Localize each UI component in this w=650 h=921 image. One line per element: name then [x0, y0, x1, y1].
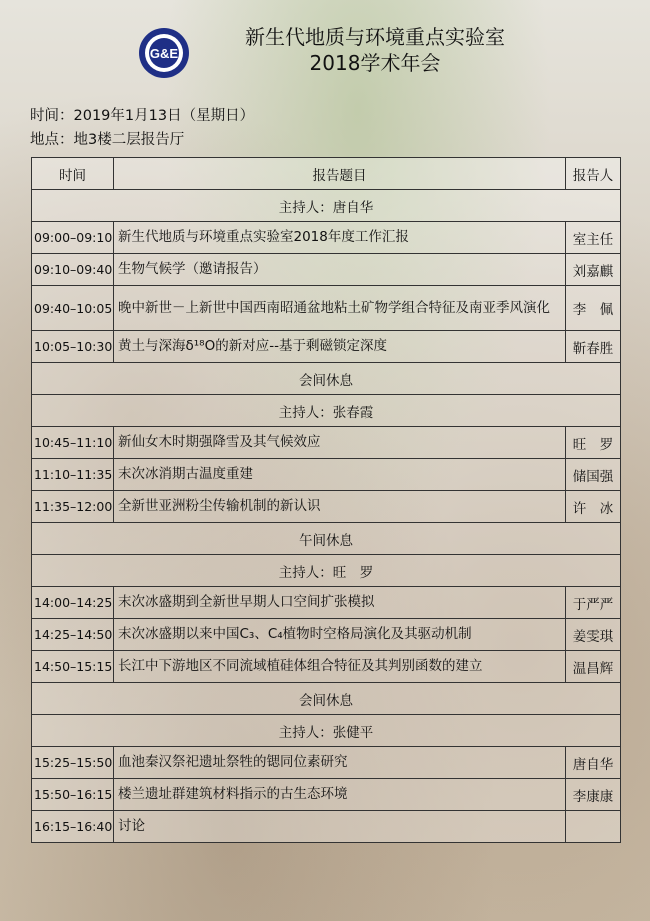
session-label: 主持人：张春霞: [32, 395, 621, 427]
talk-row: [32, 459, 621, 491]
logo-text: G&E: [149, 46, 179, 61]
title-line-2: 2018学术年会: [309, 51, 441, 75]
talk-speaker: 李 佩: [566, 286, 621, 331]
talk-row: [32, 779, 621, 811]
title-line-1: 新生代地质与环境重点实验室: [245, 25, 505, 49]
talk-topic: 黄土与深海δ¹⁸O的新对应--基于剩磁锁定深度: [114, 331, 566, 363]
talk-speaker: 室主任: [566, 222, 621, 254]
event-time: 时间：2019年1月13日（星期日）: [30, 108, 255, 124]
session-row: [32, 190, 621, 222]
header-time: 时间: [32, 158, 114, 190]
session-label: 会间休息: [32, 683, 621, 715]
session-row: [32, 683, 621, 715]
talk-speaker: 刘嘉麒: [566, 254, 621, 286]
talk-row: [32, 651, 621, 683]
talk-topic: 讨论: [114, 811, 566, 843]
header-speaker: 报告人: [566, 158, 621, 190]
talk-time: 10:05–10:30: [32, 331, 114, 363]
session-row: [32, 715, 621, 747]
talk-speaker: [566, 811, 621, 843]
talk-topic: 末次冰消期古温度重建: [114, 459, 566, 491]
talk-row: [32, 286, 621, 331]
session-label: 主持人：旺 罗: [32, 555, 621, 587]
talk-row: [32, 747, 621, 779]
session-row: [32, 523, 621, 555]
talk-speaker: 李康康: [566, 779, 621, 811]
talk-time: 11:35–12:00: [32, 491, 114, 523]
talk-time: 10:45–11:10: [32, 427, 114, 459]
talk-speaker: 许 冰: [566, 491, 621, 523]
talk-time: 09:40–10:05: [32, 286, 114, 331]
talk-speaker: 温昌辉: [566, 651, 621, 683]
header: [0, 18, 650, 88]
talk-time: 09:00–09:10: [32, 222, 114, 254]
session-row: [32, 363, 621, 395]
talk-speaker: 储国强: [566, 459, 621, 491]
session-row: [32, 395, 621, 427]
talk-speaker: 姜雯琪: [566, 619, 621, 651]
page-title: [205, 24, 545, 76]
talk-topic: 血池秦汉祭祀遗址祭牲的锶同位素研究: [114, 747, 566, 779]
talk-speaker: 于严严: [566, 587, 621, 619]
talk-topic: 新生代地质与环境重点实验室2018年度工作汇报: [114, 222, 566, 254]
talk-topic: 末次冰盛期以来中国C₃、C₄植物时空格局演化及其驱动机制: [114, 619, 566, 651]
schedule-table: [31, 157, 621, 843]
talk-topic: 全新世亚洲粉尘传输机制的新认识: [114, 491, 566, 523]
session-label: 会间休息: [32, 363, 621, 395]
talk-topic: 晚中新世－上新世中国西南昭通盆地粘土矿物学组合特征及南亚季风演化: [114, 286, 566, 331]
talk-speaker: 唐自华: [566, 747, 621, 779]
session-label: 主持人：唐自华: [32, 190, 621, 222]
table-header-row: [32, 158, 621, 190]
talk-topic: 生物气候学（邀请报告）: [114, 254, 566, 286]
talk-row: [32, 619, 621, 651]
talk-row: [32, 222, 621, 254]
talk-topic: 长江中下游地区不同流域植硅体组合特征及其判别函数的建立: [114, 651, 566, 683]
talk-row: [32, 491, 621, 523]
talk-row: [32, 427, 621, 459]
talk-topic: 楼兰遗址群建筑材料指示的古生态环境: [114, 779, 566, 811]
talk-time: 16:15–16:40: [32, 811, 114, 843]
talk-time: 11:10–11:35: [32, 459, 114, 491]
talk-time: 14:50–15:15: [32, 651, 114, 683]
header-topic: 报告题目: [114, 158, 566, 190]
talk-row: [32, 811, 621, 843]
session-row: [32, 555, 621, 587]
session-label: 午间休息: [32, 523, 621, 555]
talk-time: 14:25–14:50: [32, 619, 114, 651]
lab-logo: [138, 27, 190, 79]
talk-time: 09:10–09:40: [32, 254, 114, 286]
talk-time: 15:50–16:15: [32, 779, 114, 811]
talk-row: [32, 587, 621, 619]
session-label: 主持人：张健平: [32, 715, 621, 747]
talk-time: 14:00–14:25: [32, 587, 114, 619]
talk-topic: 末次冰盛期到全新世早期人口空间扩张模拟: [114, 587, 566, 619]
talk-speaker: 旺 罗: [566, 427, 621, 459]
talk-time: 15:25–15:50: [32, 747, 114, 779]
talk-speaker: 靳春胜: [566, 331, 621, 363]
schedule-body: [32, 190, 621, 843]
event-place: 地点：地3楼二层报告厅: [30, 132, 185, 148]
talk-topic: 新仙女木时期强降雪及其气候效应: [114, 427, 566, 459]
talk-row: [32, 254, 621, 286]
talk-row: [32, 331, 621, 363]
